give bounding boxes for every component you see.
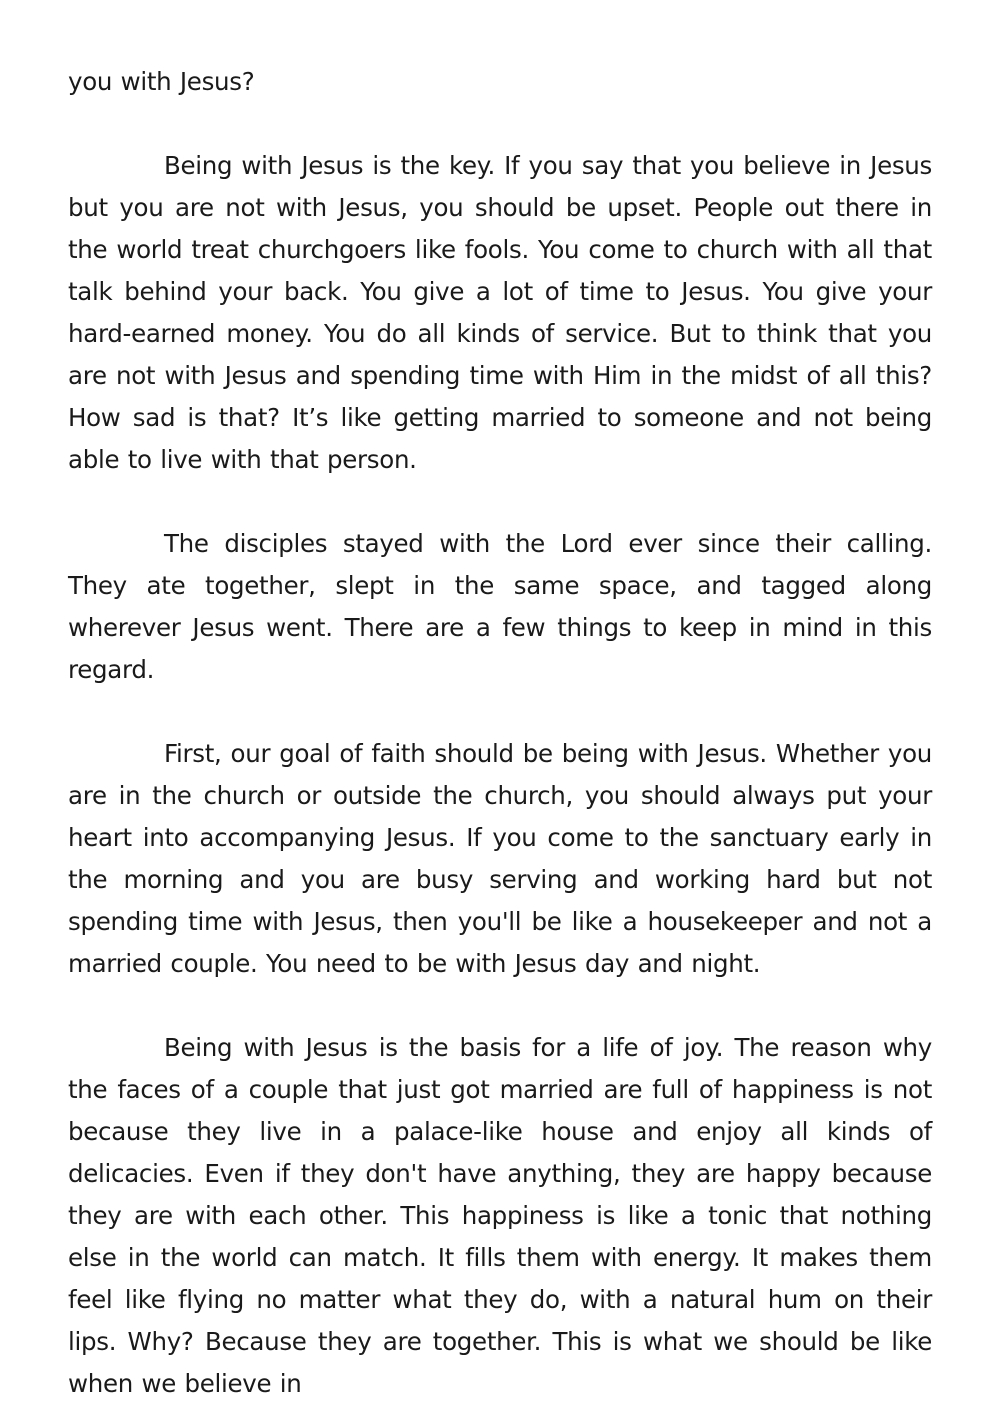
paragraph-gap bbox=[68, 691, 932, 733]
paragraph-being-with-jesus-key: Being with Jesus is the key. If you say that you believe in Jesus but you are not with Jesus, you should be upset. People out there in the world treat churchgoers like fools. You come to church with all that talk behind your back. You give a lot of time to Jesus. You give your hard-earned money. You do all kinds of service. But to think that you are not with Jesus and spending time with Him in the midst of all this? How sad is that? It’s like getting married to someone and not being able to live with that person. bbox=[68, 151, 932, 474]
paragraph-gap bbox=[68, 985, 932, 1027]
document-page bbox=[68, 61, 932, 1405]
paragraph-gap bbox=[68, 481, 932, 523]
paragraph-continuation: you with Jesus? bbox=[68, 67, 255, 96]
paragraph-gap bbox=[68, 103, 932, 145]
paragraph-goal-of-faith: First, our goal of faith should be being with Jesus. Whether you are in the church or outside the church, you should always put your heart into accompanying Jesus. If you come to the sanctuary early in the morning and you are busy serving and working hard but not spending time with Jesus, then you'll be like a housekeeper and not a married couple. You need to be with Jesus day and night. bbox=[68, 739, 932, 978]
paragraph-disciples: The disciples stayed with the Lord ever since their calling. They ate together, slept in the same space, and tagged along wherever Jesus went. There are a few things to keep in mind in this regard. bbox=[68, 529, 932, 684]
paragraph-life-of-joy: Being with Jesus is the basis for a life of joy. The reason why the faces of a couple that just got married are full of happiness is not because they live in a palace-like house and enjoy all kinds of delicacies. Even if they don't have anything, they are happy because they are with each other. This happiness is like a tonic that nothing else in the world can match. It fills them with energy. It makes them feel like flying no matter what they do, with a natural hum on their lips. Why? Because they are together. This is what we should be like when we believe in bbox=[68, 1033, 932, 1398]
